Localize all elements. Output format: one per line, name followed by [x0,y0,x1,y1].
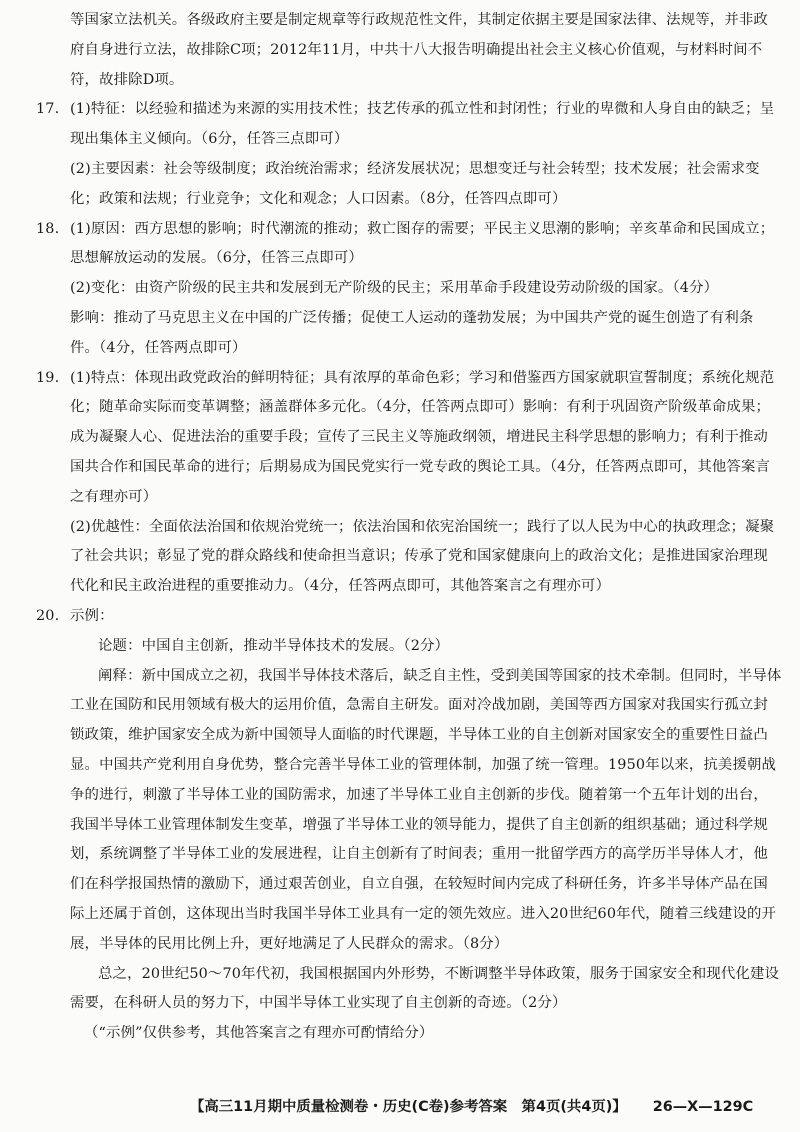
paper-code: 26—X—129C [652,1099,754,1115]
answer-content [36,6,782,1049]
summary-text: 总之，20世纪50～70年代初，我国根据国内外形势，不断调整半导体政策，服务于国家安全和现代化建设需要，在科研人员的努力下，中国半导体工业实现了自主创新的奇迹。（2分） [70,965,780,1012]
essay-topic: 论题：中国自主创新，推动半导体技术的发展。（2分） [98,637,450,654]
question-20 [36,602,782,632]
intro-paragraph: 等国家立法机关。各级政府主要是制定规章等行政规范性文件，其制定依据主要是国家法律、法规等，并非政府自身进行立法，故排除C项；2012年11月，中共十八大报告明确提出社会主义核心价值观，与材料时间不符，故排除D项。 [70,12,768,88]
page-footer [190,1095,753,1116]
answer-part-2: (2)主要因素：社会等级制度；政治统治需求；经济发展状况；思想变迁与社会转型；技术发展；社会需求变化；政策和法规；行业竞争；文化和观念；人口因素。（8分，任答四点即可） [70,160,760,207]
example-label: 示例： [70,607,114,624]
note-text: （“示例”仅供参考，其他答案言之有理亦可酌情给分） [84,1025,434,1042]
answer-part-1: (1)原因：西方思想的影响；时代潮流的推动；救亡图存的需要；平民主义思潮的影响；辛亥革命和民国成立；思想解放运动的发展。（6分，任答三点即可） [70,220,775,267]
question-number: 19. [36,369,60,386]
question-number: 20. [36,607,60,624]
answer-part-1: (1)特点：体现出政党政治的鲜明特征；具有浓厚的革命色彩；学习和借鉴西方国家就职宣誓制度；系统化规范化；随革命实际而变革调整；涵盖群体多元化。（4分，任答两点即可）影响：有利于巩固资产阶级革命成果；成为凝聚人心、促进法治的重要手段；宣传了三民主义等施政纲领，增进民主科学思想的影响力；有利于推动国共合作和国民革命的进行；后期易成为国民党实行一党专政的舆论工具。（4分，任答两点即可，其他答案言之有理亦可） [70,369,775,505]
footer-title: 【高三11月期中质量检测卷・历史(C卷)参考答案 第4页(共4页)】 [190,1099,627,1115]
question-19 [36,364,782,602]
question-17 [36,95,782,214]
answer-part-3: 影响：推动了马克思主义在中国的广泛传播；促使工人运动的蓬勃发展；为中国共产党的诞生创造了有利条件。（4分，任答两点即可） [70,309,754,356]
scoring-note [36,1019,782,1049]
explanation-text: 阐释：新中国成立之初，我国半导体技术落后，缺乏自主性，受到美国等国家的技术牵制。但同时，半导体工业在国防和民用领域有极大的运用价值，急需自主研发。面对冷战加剧，美国等西方国家对我国实行孤立封锁政策，维护国家安全成为新中国领导人面临的时代课题，半导体工业的自主创新对国家安全的重要性日益凸显。中国共产党利用自身优势，整合完善半导体工业的管理体制，加强了统一管理。1950年以来，抗美援朝战争的进行，刺激了半导体工业的国防需求，加速了半导体工业自主创新的步伐。随着第一个五年计划的出台，我国半导体工业管理体制发生变革，增强了半导体工业的领导能力，提供了自主创新的组织基础；通过科学规划，系统调整了半导体工业的发展进程，让自主创新有了时间表；重用一批留学西方的高学历半导体人才，他们在科学报国热情的激励下，通过艰苦创业，自立自强，在较短时间内完成了科研任务，许多半导体产品在国际上还属于首创，这体现出当时我国半导体工业具有一定的领先效应。进入20世纪60年代，随着三线建设的开展，半导体的民用比例上升，更好地满足了人民群众的需求。（8分） [70,667,782,952]
essay-explanation [36,662,782,960]
question-number: 17. [36,101,60,118]
essay-summary [36,960,782,1020]
answer-part-2: (2)变化：由资产阶级的民主共和发展到无产阶级的民主；采用革命手段建设劳动阶级的国家。（4分） [70,280,719,297]
answer-part-2: (2)优越性：全面依法治国和依规治党统一；依法治国和依宪治国统一；践行了以人民为中心的执政理念；凝聚了社会共识；彰显了党的群众路线和使命担当意识；传承了党和国家健康向上的政治文化；是推进国家治理现代化和民主政治进程的重要推动力。（4分，任答两点即可，其他答案言之有理亦可） [70,518,775,595]
question-number: 18. [36,220,60,237]
answer-part-1: (1)特征：以经验和描述为来源的实用技术性；技艺传承的孤立性和封闭性；行业的卑微和人身自由的缺乏；呈现出集体主义倾向。（6分，任答三点即可） [70,101,775,148]
question-18 [36,215,782,364]
